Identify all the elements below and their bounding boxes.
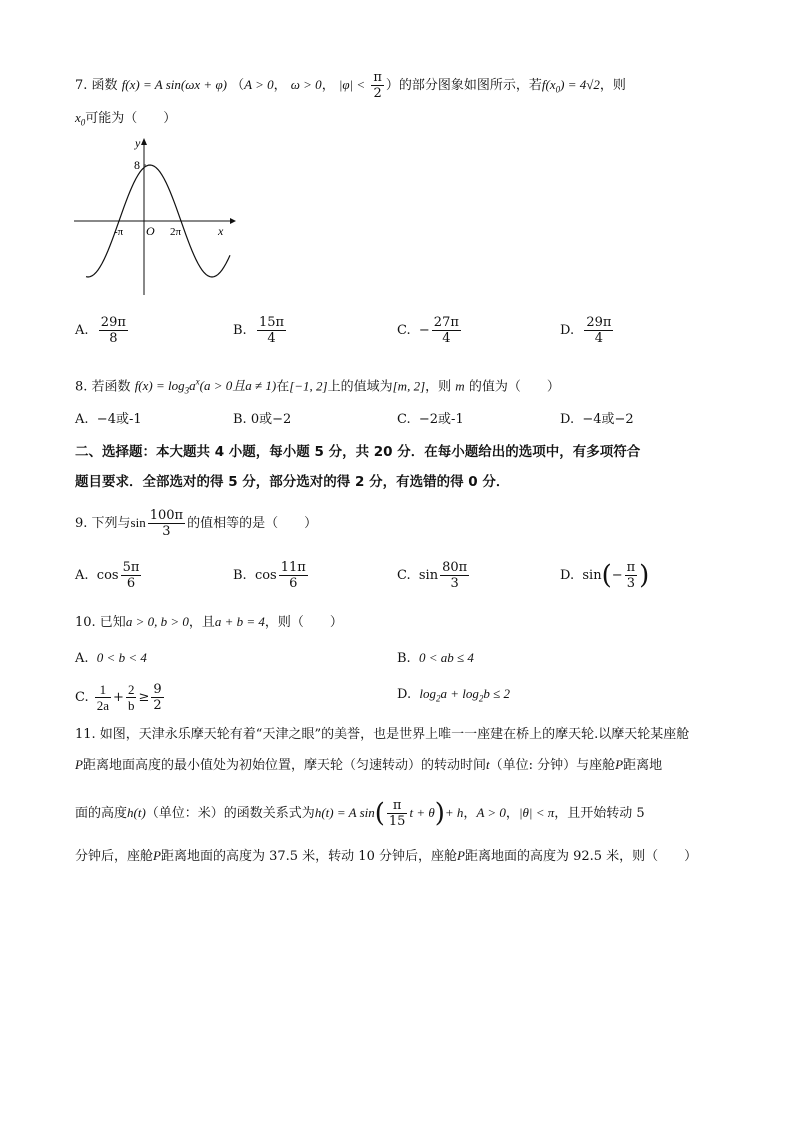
q10-option-b[interactable]: B. 0 < ab ≤ 4 (397, 650, 474, 666)
q7-pi-over-2: $\frac{\pi}{2}$ (373, 70, 382, 101)
section2-header-line1: 二、选择题：本大题共 4 小题，每小题 5 分，共 20 分．在每小题给出的选项中，有多项符合 (75, 444, 641, 460)
q7-option-c[interactable]: C. − $\frac{27\pi}{4}$ (397, 315, 459, 346)
q11-line3: 面的高度h(t)（单位：米）的函数关系式为h(t) = A sin( $\frac{\pi}{15}$ t + θ)+ h，A > 0，|θ| < π，且开始转动 5 (75, 798, 645, 829)
q11-line2: P距离地面高度的最小值处为初始位置，摩天轮（匀速转动）的转动时间t（单位: 分钟）与座舱P距离地 (75, 757, 663, 773)
q7-fx0: $f(x_0) = 4√2$ (541, 77, 600, 95)
q7-number: 7. 函数 (75, 78, 118, 93)
q7-option-b[interactable]: B. $\frac{15\pi}{4}$ (233, 315, 285, 346)
q8-option-b[interactable]: B. 0或−2 (233, 412, 292, 427)
q8-stem: 8. 若函数 $f(x) = \log_3a^x(a > 0$且a ≠ 1)在[−1, 2]上的值域为[m, 2]，则 m 的值为（ ） (75, 377, 560, 396)
q11-line4: 分钟后，座舱P距离地面的高度为 37.5 米，转动 10 分钟后，座舱P距离地面的高度为 92.5 米，则（ ） (75, 848, 698, 864)
q8-option-d[interactable]: D. −4或−2 (560, 412, 634, 427)
q11-line1: 11. 如图，天津永乐摩天轮有着“天津之眼”的美誉，也是世界上唯一一座建在桥上的摩天轮.以摩天轮某座舱 (75, 727, 690, 742)
q8-option-a[interactable]: A. −4或-1 (75, 412, 142, 427)
q7-option-d[interactable]: D. $\frac{29\pi}{4}$ (560, 315, 612, 346)
section2-header-line2: 题目要求．全部选对的得 5 分，部分选对的得 2 分，有选错的得 0 分． (75, 474, 510, 490)
q7-then: ，则 (599, 78, 626, 93)
q7-cond1: A > 0 (244, 77, 274, 92)
peak-label: 8 (134, 158, 140, 172)
q9-option-a[interactable]: A. cos $\frac{5\pi}{6}$ (75, 560, 140, 591)
q7-possible: 可能为（ ） (85, 111, 177, 126)
q7-cond3: |φ| < (338, 77, 366, 92)
q8-option-c[interactable]: C. −2或-1 (397, 412, 464, 427)
neg-pi-label: -π (114, 226, 124, 238)
q7-sine-graph (70, 135, 240, 300)
q8-function: $f(x) = \log_3a^x(a > 0$且a ≠ 1) (134, 377, 277, 396)
q10-option-a[interactable]: A. 0 < b < 4 (75, 650, 147, 666)
x-axis-arrow (230, 218, 236, 224)
q10-option-c[interactable]: C. $\frac{1}{2a}$ + $\frac{2}{b}$ ≥ $\frac{9}{2}$ (75, 682, 162, 713)
q7-stem-text: 的部分图象如图所示，若 (398, 78, 542, 93)
q7-stem-line1: 7. 函数 f(x) = A sin(ωx + φ) （A > 0， ω > 0， |φ| < $\frac{\pi}{2}$ ）的部分图象如图所示，若$f(x_0) = 4√2$，则 (75, 70, 626, 101)
q9-option-b[interactable]: B. cos $\frac{11\pi}{6}$ (233, 560, 306, 591)
q10-option-d[interactable]: D. $\log_2a + \log_2b \le 2$ (397, 686, 511, 704)
q7-x0: $x_0$ (75, 110, 86, 128)
q9-stem: 9. 下列与sin $\frac{100\pi}{3}$ 的值相等的是（ ） (75, 508, 318, 539)
x-label: x (218, 224, 224, 238)
y-axis-arrow (141, 138, 147, 145)
q7-cond2: ω > 0 (290, 77, 322, 92)
q9-option-d[interactable]: D. sin(− $\frac{\pi}{3}$ ) (560, 560, 650, 591)
y-label: y (135, 136, 141, 150)
q7-stem-line2 (75, 108, 176, 133)
q7-option-a[interactable]: A. $\frac{29\pi}{8}$ (75, 315, 126, 346)
q10-stem: 10. 已知a > 0, b > 0，且a + b = 4，则（ ） (75, 614, 343, 630)
q7-function: f(x) = A sin(ωx + φ) (121, 77, 227, 92)
origin-label: O (146, 224, 155, 238)
two-pi-label: 2π (170, 226, 182, 238)
q9-option-c[interactable]: C. sin $\frac{80\pi}{3}$ (397, 560, 468, 591)
